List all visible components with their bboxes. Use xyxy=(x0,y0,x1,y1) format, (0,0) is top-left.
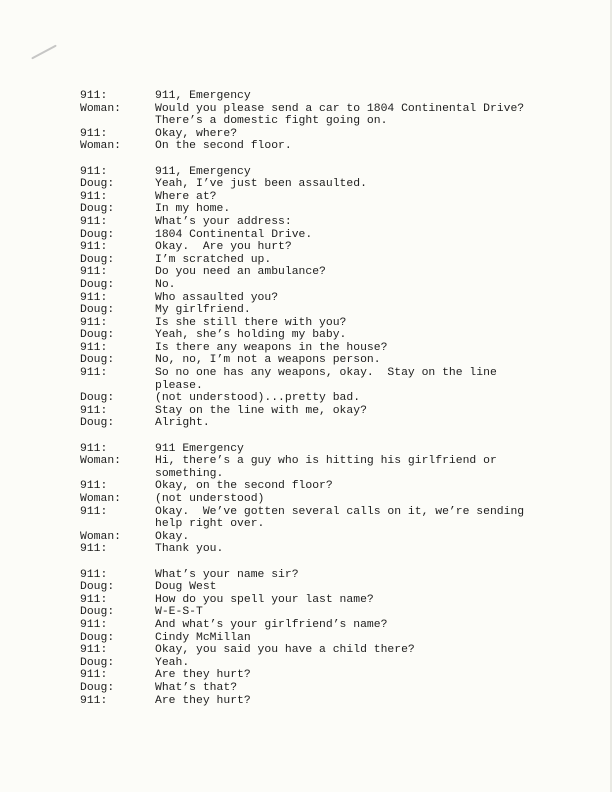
transcript-line xyxy=(80,367,580,392)
speaker-label: Doug: xyxy=(80,631,115,644)
speaker-label: Doug: xyxy=(80,178,115,191)
transcript-line xyxy=(80,405,580,418)
call-block xyxy=(80,90,580,153)
transcript-line xyxy=(80,619,580,632)
speaker-label: 911: xyxy=(80,618,108,631)
speaker-label: Doug: xyxy=(80,606,115,619)
transcript-line xyxy=(80,329,580,342)
speaker-label: Doug: xyxy=(80,417,115,430)
speech-text: (not understood)...pretty bad. xyxy=(155,392,361,405)
transcript-line xyxy=(80,480,580,493)
transcript-line xyxy=(80,392,580,405)
transcript-line xyxy=(80,229,580,242)
speaker-label: Doug: xyxy=(80,392,115,405)
speaker-label: Doug: xyxy=(80,656,115,669)
speech-text: Would you please send a car to 1804 Continental Drive? There’s a domestic fight going on. xyxy=(155,102,525,128)
transcript-line xyxy=(80,216,580,229)
transcript-line xyxy=(80,203,580,216)
speaker-label: 911: xyxy=(80,367,108,380)
speaker-label: Doug: xyxy=(80,278,115,291)
transcript-line xyxy=(80,644,580,657)
speaker-label: 911: xyxy=(80,543,108,556)
speaker-label: Doug: xyxy=(80,228,115,241)
transcript-line xyxy=(80,292,580,305)
speech-text: Okay, where? xyxy=(155,127,238,140)
speaker-label: 911: xyxy=(80,190,108,203)
speech-text: Yeah. xyxy=(155,656,190,669)
transcript xyxy=(80,90,580,720)
transcript-line xyxy=(80,317,580,330)
speech-text: How do you spell your last name? xyxy=(155,593,374,606)
speaker-label: 911: xyxy=(80,505,108,518)
speech-text: 911, Emergency xyxy=(155,90,251,102)
speaker-label: 911: xyxy=(80,241,108,254)
transcript-line xyxy=(80,682,580,695)
speech-text: Are they hurt? xyxy=(155,694,251,707)
speaker-label: Doug: xyxy=(80,329,115,342)
speech-text: No, no, I’m not a weapons person. xyxy=(155,354,381,367)
speech-text: Stay on the line with me, okay? xyxy=(155,404,367,417)
speaker-label: Woman: xyxy=(80,455,122,468)
speech-text: 911 Emergency xyxy=(155,442,244,455)
speech-text: Is she still there with you? xyxy=(155,316,347,329)
speaker-label: 911: xyxy=(80,669,108,682)
speaker-label: Woman: xyxy=(80,102,122,115)
transcript-line xyxy=(80,531,580,544)
speaker-label: 911: xyxy=(80,266,108,279)
speaker-label: 911: xyxy=(80,341,108,354)
call-block xyxy=(80,443,580,556)
speech-text: Alright. xyxy=(155,417,210,430)
speech-text: Cindy McMillan xyxy=(155,631,251,644)
transcript-line xyxy=(80,254,580,267)
speech-text: Yeah, I’ve just been assaulted. xyxy=(155,178,367,191)
speech-text: On the second floor. xyxy=(155,140,292,153)
speaker-label: 911: xyxy=(80,291,108,304)
speech-text: Where at? xyxy=(155,190,217,203)
speech-text: (not understood) xyxy=(155,493,265,505)
speaker-label: Doug: xyxy=(80,354,115,367)
speaker-label: Doug: xyxy=(80,681,115,694)
speech-text: My girlfriend. xyxy=(155,304,251,317)
speech-text: Who assaulted you? xyxy=(155,291,279,304)
speaker-label: 911: xyxy=(80,644,108,657)
transcript-line xyxy=(80,178,580,191)
transcript-line xyxy=(80,606,580,619)
speech-text: Okay, on the second floor? xyxy=(155,480,333,493)
transcript-line xyxy=(80,455,580,480)
speech-text: In my home. xyxy=(155,203,231,216)
speaker-label: Doug: xyxy=(80,203,115,216)
speech-text: Okay. xyxy=(155,530,190,543)
transcript-line xyxy=(80,90,580,103)
transcript-line xyxy=(80,569,580,582)
speaker-label: 911: xyxy=(80,593,108,606)
pencil-mark xyxy=(31,45,57,60)
speaker-label: 911: xyxy=(80,694,108,707)
transcript-line xyxy=(80,506,580,531)
speech-text: Thank you. xyxy=(155,543,224,556)
transcript-line xyxy=(80,543,580,556)
transcript-line xyxy=(80,354,580,367)
speech-text: And what’s your girlfriend’s name? xyxy=(155,618,388,631)
speaker-label: Woman: xyxy=(80,493,122,505)
transcript-line xyxy=(80,279,580,292)
speaker-label: 911: xyxy=(80,165,108,178)
speech-text: What’s that? xyxy=(155,681,238,694)
speech-text: W-E-S-T xyxy=(155,606,203,619)
speaker-label: Doug: xyxy=(80,304,115,317)
speaker-label: 911: xyxy=(80,215,108,228)
transcript-line xyxy=(80,342,580,355)
transcript-line xyxy=(80,103,580,128)
speech-text: Okay. We’ve gotten several calls on it, we’re sending help right over. xyxy=(155,505,525,531)
speech-text: Doug West xyxy=(155,581,217,594)
speaker-label: 911: xyxy=(80,90,108,102)
speech-text: What’s your address: xyxy=(155,215,292,228)
transcript-line xyxy=(80,417,580,430)
speaker-label: 911: xyxy=(80,480,108,493)
transcript-line xyxy=(80,695,580,708)
speech-text: 911, Emergency xyxy=(155,165,251,178)
transcript-line xyxy=(80,166,580,179)
speech-text: Are they hurt? xyxy=(155,669,251,682)
transcript-line xyxy=(80,140,580,153)
speech-text: Do you need an ambulance? xyxy=(155,266,326,279)
speaker-label: Woman: xyxy=(80,530,122,543)
speech-text: What’s your name sir? xyxy=(155,568,299,581)
transcript-line xyxy=(80,669,580,682)
speech-text: 1804 Continental Drive. xyxy=(155,228,313,241)
transcript-line xyxy=(80,266,580,279)
speech-text: Okay. Are you hurt? xyxy=(155,241,292,254)
speaker-label: Doug: xyxy=(80,581,115,594)
speech-text: I’m scratched up. xyxy=(155,253,272,266)
transcript-line xyxy=(80,493,580,506)
speech-text: No. xyxy=(155,278,176,291)
speech-text: Hi, there’s a guy who is hitting his girlfriend or something. xyxy=(155,455,497,480)
call-block xyxy=(80,569,580,708)
transcript-line xyxy=(80,304,580,317)
speech-text: Okay, you said you have a child there? xyxy=(155,644,415,657)
speaker-label: 911: xyxy=(80,404,108,417)
call-block xyxy=(80,166,580,430)
speaker-label: 911: xyxy=(80,442,108,455)
transcript-line xyxy=(80,581,580,594)
transcript-line xyxy=(80,443,580,456)
transcript-line xyxy=(80,191,580,204)
speaker-label: 911: xyxy=(80,568,108,581)
speaker-label: 911: xyxy=(80,127,108,140)
speech-text: Yeah, she’s holding my baby. xyxy=(155,329,347,342)
speaker-label: 911: xyxy=(80,316,108,329)
transcript-line xyxy=(80,657,580,670)
transcript-line xyxy=(80,241,580,254)
transcript-line xyxy=(80,128,580,141)
transcript-line xyxy=(80,632,580,645)
speaker-label: Woman: xyxy=(80,140,122,153)
speech-text: Is there any weapons in the house? xyxy=(155,341,388,354)
transcript-line xyxy=(80,594,580,607)
speech-text: So no one has any weapons, okay. Stay on the line please. xyxy=(155,367,497,392)
speaker-label: Doug: xyxy=(80,253,115,266)
